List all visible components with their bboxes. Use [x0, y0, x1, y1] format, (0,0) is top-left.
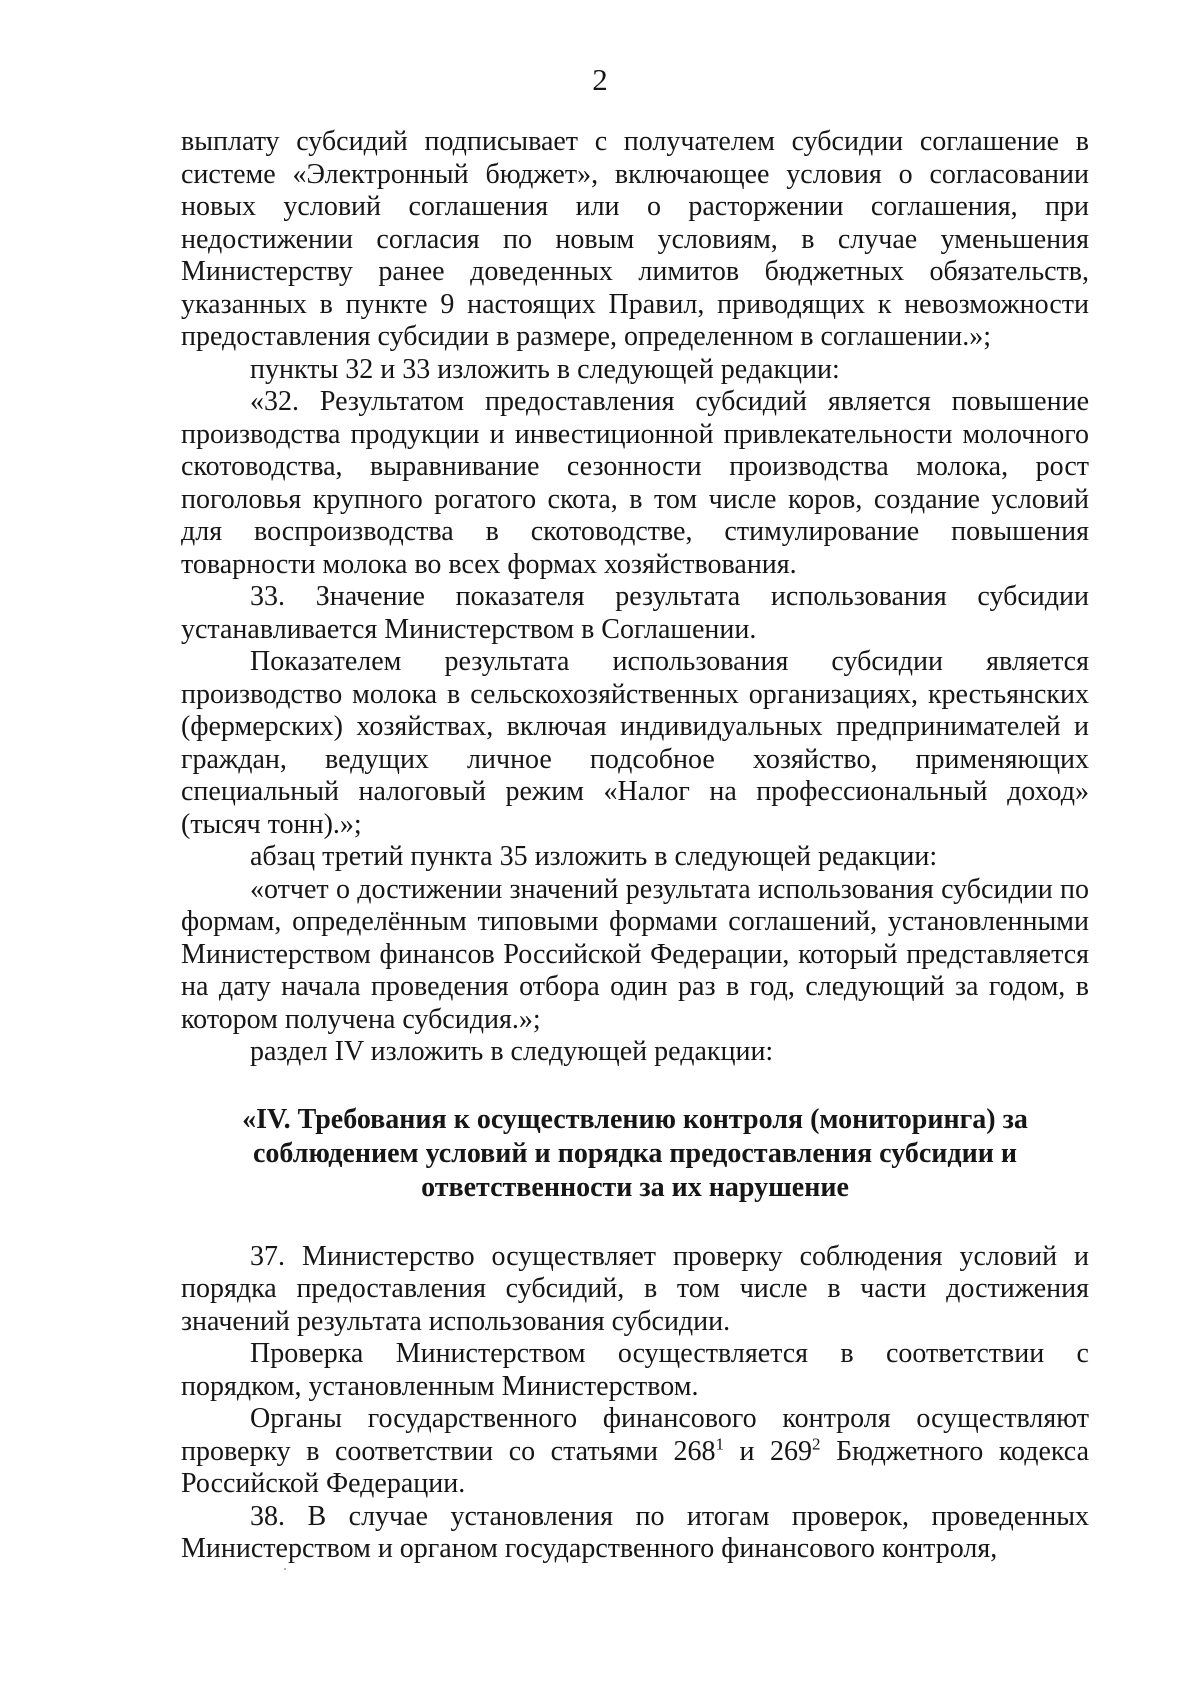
paragraph-point-37: 37. Министерство осуществляет проверку соблюдения условий и порядка предоставления субсидий, в том числе в части достижения значений результата использования субсидии. [181, 1240, 1089, 1337]
control-text-part-1: Органы государственного финансового контроля осуществляют проверку в соответствии со статьями 268 [181, 1403, 1089, 1467]
paragraph-ministry-check: Проверка Министерством осуществляется в соответствии с порядком, установленным Министерством. [181, 1338, 1089, 1402]
article-269-superscript: 2 [812, 1434, 821, 1454]
paragraph-point-33: 33. Значение показателя результата использования субсидии устанавливается Министерством в Соглашении. [181, 581, 1089, 645]
paragraph-financial-control [181, 1403, 1089, 1501]
paragraph-report: «отчет о достижении значений результата использования субсидии по формам, определённым типовыми формами соглашений, установленными Министерством финансов Российской Федерации, который представляется на дату начала проведения отбора один раз в год, следующий за годом, в котором получена субсидия.»; [181, 873, 1089, 1035]
page-number: 2 [592, 62, 608, 97]
paragraph-amend-section-iv: раздел IV изложить в следующей редакции: [250, 1036, 774, 1067]
control-text-part-3: Бюджетного кодекса Российской Федерации. [181, 1435, 1089, 1499]
control-text-part-2: и 269 [724, 1435, 813, 1467]
scan-speck [284, 1568, 286, 1570]
heading-line: «IV. Требования к осуществлению контроля (мониторинга) за [242, 1103, 1028, 1135]
paragraph-amend-point-35: абзац третий пункта 35 изложить в следующей редакции: [250, 841, 938, 872]
paragraph-point-38: 38. В случае установления по итогам проверок, проведенных Министерством и органом государственного финансового контроля, [181, 1500, 1089, 1564]
paragraph-result-indicator: Показателем результата использования субсидии является производство молока в сельскохозяйственных организациях, крестьянских (фермерских) хозяйствах, включая индивидуальных предпринимателей и граждан, ведущих личное подсобное хозяйство, применяющих специальный налоговый режим «Налог на профессиональный доход» (тысяч тонн).»; [181, 646, 1089, 840]
section-iv-heading [181, 1103, 1089, 1205]
paragraph-amend-points-32-33: пункты 32 и 33 изложить в следующей редакции: [250, 353, 840, 385]
paragraph-point-32: «32. Результатом предоставления субсидий является повышение производства продукции и инвестиционной привлекательности молочного скотоводства, выравнивание сезонности производства молока, рост поголовья крупного рогатого скота, в том числе коров, создание условий для воспроизводства в скотоводстве, стимулирование повышения товарности молока во всех формах хозяйствования. [181, 386, 1089, 580]
heading-line: ответственности за их нарушение [421, 1171, 849, 1203]
document-body [181, 126, 1089, 1566]
article-268-superscript: 1 [715, 1434, 724, 1454]
heading-line: соблюдением условий и порядка предоставления субсидии и [253, 1137, 1017, 1169]
paragraph-subsidy-agreement: выплату субсидий подписывает с получателем субсидии соглашение в системе «Электронный бюджет», включающее условия о согласовании новых условий соглашения или о расторжении соглашения, при недостижении согласия по новым условиям, в случае уменьшения Министерству ранее доведенных лимитов бюджетных обязательств, указанных в пункте 9 настоящих Правил, приводящих к невозможности предоставления субсидии в размере, определенном в соглашении.»; [181, 126, 1089, 352]
